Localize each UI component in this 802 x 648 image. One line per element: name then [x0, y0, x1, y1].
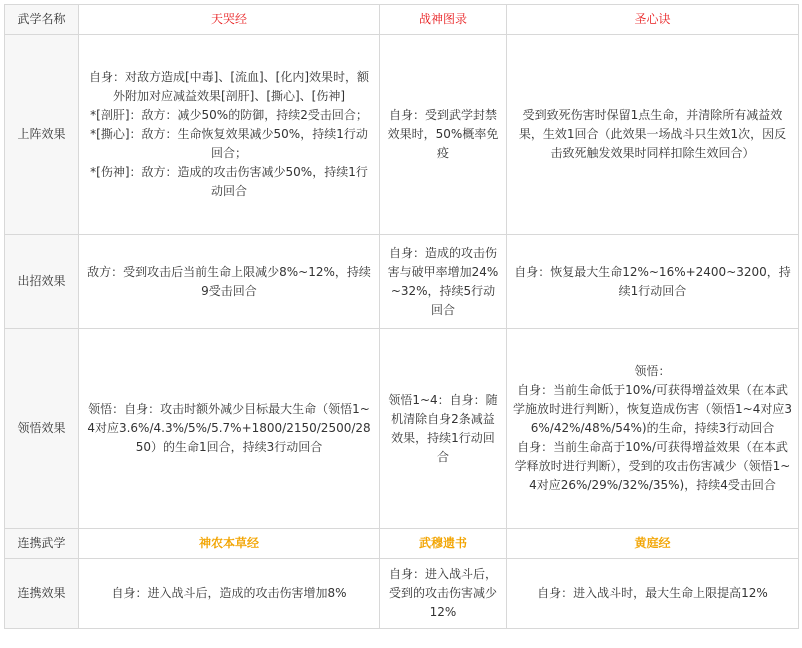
linked-effect-tianku: 自身：进入战斗后，造成的攻击伤害增加8% [79, 559, 380, 629]
header-name-shengxin: 圣心诀 [507, 5, 799, 35]
insight-shengxin-line: 自身：当前生命低于10%/可获得增益效果（在本武学施放时进行判断），恢复造成伤害（领悟1~4对应36%/42%/48%/54%)的生命，持续3行动回合 [513, 383, 792, 435]
linked-shennong: 神农本草经 [79, 529, 380, 559]
linked-effect-row [5, 559, 799, 629]
skill-shengxin: 自身：恢复最大生命12%~16%+2400~3200，持续1行动回合 [507, 235, 799, 329]
insight-shengxin-line: 自身：当前生命高于10%/可获得增益效果（在本武学释放时进行判断），受到的攻击伤害减少（领悟1~4对应26%/29%/32%/35%)，持续4受击回合 [514, 440, 791, 492]
skill-tianku: 敌方：受到攻击后当前生命上限减少8%~12%，持续9受击回合 [79, 235, 380, 329]
linked-row [5, 529, 799, 559]
insight-row [5, 329, 799, 529]
linked-wumu: 武穆遗书 [380, 529, 507, 559]
insight-shengxin-line: 领悟： [634, 364, 671, 378]
insight-zhanshen: 领悟1~4：自身：随机清除自身2条减益效果，持续1行动回合 [380, 329, 507, 529]
onstage-zhanshen: 自身：受到武学封禁效果时，50%概率免疫 [380, 35, 507, 235]
onstage-label: 上阵效果 [5, 35, 79, 235]
header-row [5, 5, 799, 35]
onstage-tianku-line: *[撕心]：敌方：生命恢复效果减少50%，持续1行动回合； [90, 127, 368, 160]
linked-label: 连携武学 [5, 529, 79, 559]
onstage-tianku [79, 35, 380, 235]
onstage-shengxin: 受到致死伤害时保留1点生命，并清除所有减益效果，生效1回合（此效果一场战斗只生效1次，因反击致死触发效果时同样扣除生效回合） [507, 35, 799, 235]
onstage-row [5, 35, 799, 235]
skill-zhanshen: 自身：造成的攻击伤害与破甲率增加24%~32%，持续5行动回合 [380, 235, 507, 329]
linked-effect-shengxin: 自身：进入战斗时，最大生命上限提高12% [507, 559, 799, 629]
header-label: 武学名称 [5, 5, 79, 35]
linked-effect-label: 连携效果 [5, 559, 79, 629]
insight-tianku: 领悟：自身：攻击时额外减少目标最大生命（领悟1~4对应3.6%/4.3%/5%/5.7%+1800/2150/2500/2850）的生命1回合，持续3行动回合 [79, 329, 380, 529]
skill-row [5, 235, 799, 329]
onstage-tianku-line: *[伤神]：敌方：造成的攻击伤害减少50%，持续1行动回合 [90, 165, 368, 198]
header-name-zhanshen: 战神图录 [380, 5, 507, 35]
linked-effect-zhanshen: 自身：进入战斗后，受到的攻击伤害减少12% [380, 559, 507, 629]
header-name-tianku: 天哭经 [79, 5, 380, 35]
skill-label: 出招效果 [5, 235, 79, 329]
insight-label: 领悟效果 [5, 329, 79, 529]
onstage-tianku-line: 自身：对敌方造成[中毒]、[流血]、[化内]效果时，额外附加对应减益效果[剖肝]、[撕心]、[伤神] [88, 70, 370, 103]
onstage-tianku-line: *[剖肝]：敌方：减少50%的防御，持续2受击回合； [90, 108, 368, 122]
insight-shengxin [507, 329, 799, 529]
linked-huangting: 黄庭经 [507, 529, 799, 559]
martial-arts-table [4, 4, 799, 629]
